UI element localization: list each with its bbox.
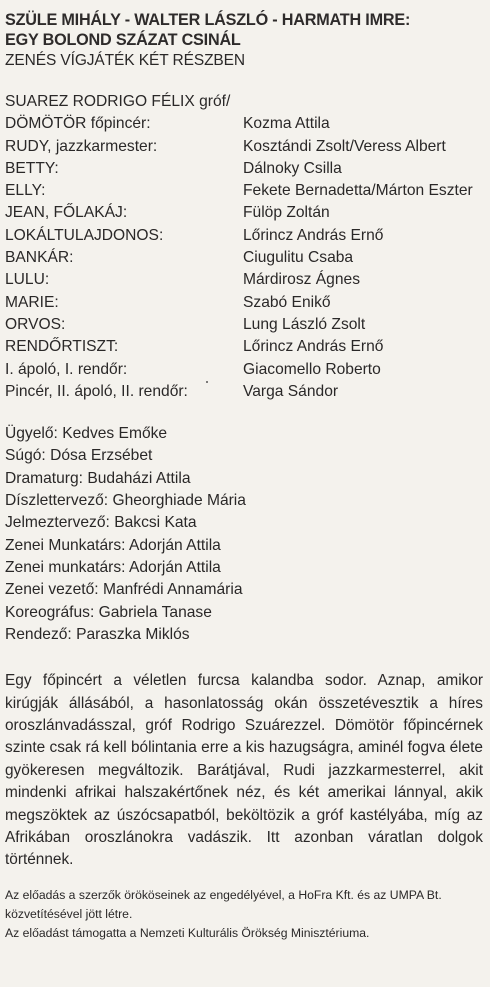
crew-row: Ügyelő: Kedves Emőke	[5, 425, 168, 443]
cast-row	[5, 336, 483, 358]
crew-row: Zenei munkatárs: Adorján Attila	[5, 558, 221, 576]
cast-role: I. ápoló, I. rendőr:	[5, 360, 128, 378]
cast-role: LOKÁLTULAJDONOS:	[5, 226, 164, 244]
cast-actor: Fülöp Zoltán	[243, 204, 330, 222]
cast-actor: Szabó Enikő	[243, 293, 331, 311]
cast-row	[5, 247, 483, 269]
crew-row: Zenei vezető: Manfrédi Annamária	[5, 581, 243, 599]
cast-actor: Ciugulitu Csaba	[243, 249, 354, 267]
cast-actor: Fekete Bernadetta/Márton Eszter	[243, 182, 473, 200]
crew-row: Súgó: Dósa Erzsébet	[5, 447, 153, 465]
synopsis: Egy főpincért a véletlen furcsa kalandba sodor. Aznap, amikor kirúgják állásából, a hasonlatosság okán összetévesztik a híres oroszlánvadásszal, gróf Rodrigo Szuárezzel. Dömötör főpincérnek szinte csak rá kell bólintania erre a kis hazugságra, aminél fogva élete gyökeresen megváltozik. Barátjával, Rudi jazzkarmesterrel, akit mindenki afrikai halszakértőnek néz, és két amerikai lánnyal, akik megszöktek az úszócsapatból, beköltözik a gróf kastélyába, míg az Afrikában oroszlánokra vadászik. Itt azonban váratlan dolgok történnek.	[5, 672, 483, 869]
crew-row: Zenei Munkatárs: Adorján Attila	[5, 536, 221, 554]
crew-row: Rendező: Paraszka Miklós	[5, 625, 190, 643]
cast-role: LULU:	[5, 271, 50, 289]
cast-row	[5, 158, 483, 180]
cast-actor: Varga Sándor	[243, 382, 339, 400]
cast-role: ELLY:	[5, 182, 46, 200]
cast-role: JEAN, FŐLAKÁJ:	[5, 204, 128, 222]
cast-row	[5, 180, 483, 202]
cast-row	[5, 292, 483, 314]
cast-role: RENDŐRTISZT:	[5, 338, 119, 356]
footnote-support: Az előadást támogatta a Nemzeti Kulturális Örökség Minisztériuma.	[5, 925, 370, 940]
cast-row	[5, 314, 483, 336]
cast-row	[5, 202, 483, 224]
cast-actor: Dálnoky Csilla	[243, 159, 342, 177]
cast-row	[5, 381, 483, 403]
crew-row: Dramaturg: Budaházi Attila	[5, 469, 191, 487]
cast-role: RUDY, jazzkarmester:	[5, 137, 158, 155]
play-title: EGY BOLOND SZÁZAT CSINÁL	[5, 31, 241, 49]
cast-row	[5, 113, 483, 135]
print-speck	[206, 381, 208, 383]
cast-row	[5, 359, 483, 381]
play-subtitle: ZENÉS VÍGJÁTÉK KÉT RÉSZBEN	[5, 52, 246, 69]
crew-row: Díszlettervező: Gheorghiade Mária	[5, 492, 246, 510]
cast-actor: Giacomello Roberto	[243, 360, 381, 378]
cast-role: MARIE:	[5, 293, 59, 311]
cast-row	[5, 91, 483, 113]
cast-role: BETTY:	[5, 159, 59, 177]
cast-actor: Kosztándi Zsolt/Veress Albert	[243, 137, 446, 155]
program-page	[5, 10, 483, 943]
cast-actor: Kozma Attila	[243, 115, 330, 133]
crew-row: Koreográfus: Gabriela Tanase	[5, 603, 212, 621]
cast-role: Pincér, II. ápoló, II. rendőr:	[5, 382, 188, 400]
crew-list	[5, 423, 483, 646]
cast-row	[5, 136, 483, 158]
cast-role: DÖMÖTÖR főpincér:	[5, 115, 151, 133]
cast-row	[5, 225, 483, 247]
cast-list	[5, 91, 483, 403]
cast-role: SUAREZ RODRIGO FÉLIX gróf/	[5, 93, 231, 110]
cast-actor: Lung László Zsolt	[243, 315, 366, 333]
crew-row: Jelmeztervező: Bakcsi Kata	[5, 514, 197, 532]
cast-row	[5, 269, 483, 291]
footnote-permission: Az előadás a szerzők örököseinek az engedélyével, a HoFra Kft. és az UMPA Bt. közvetítésével jött létre.	[5, 887, 442, 921]
cast-actor: Lőrincz András Ernő	[243, 226, 384, 244]
cast-role: ORVOS:	[5, 315, 66, 333]
cast-actor: Lőrincz András Ernő	[243, 338, 384, 356]
cast-role: BANKÁR:	[5, 249, 74, 267]
cast-actor: Márdirosz Ágnes	[243, 271, 360, 289]
authors-line: SZÜLE MIHÁLY - WALTER LÁSZLÓ - HARMATH IMRE:	[5, 11, 411, 29]
